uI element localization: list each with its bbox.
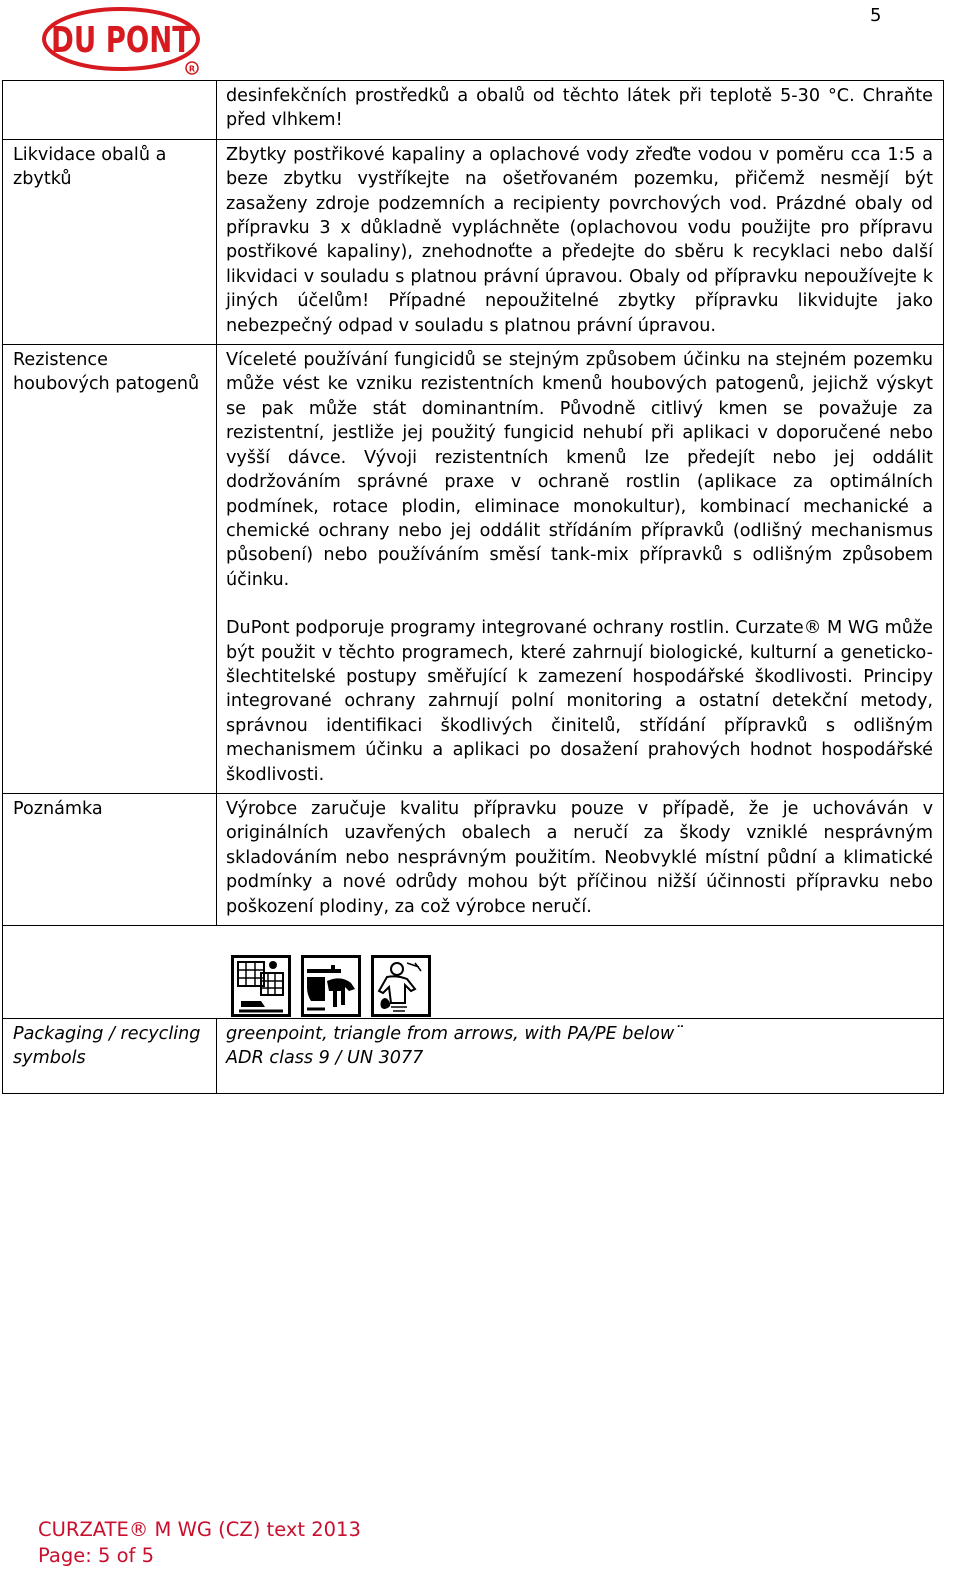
page-number: 5 bbox=[870, 5, 882, 26]
row-label-empty bbox=[3, 81, 217, 140]
disposal-label: Likvidace obalů a zbytků bbox=[3, 139, 217, 344]
disposal-text: Zbytky postřikové kapaliny a oplachové vody zřeďte vodou v poměru cca 1:5 a beze zbytku vystříkejte na ošetřovaném pozemku, přičemž nesmějí být zasaženy zdroje podzemních a recipienty povrchových vod. Prázdné obaly od přípravku 3 x důkladně vypláchněte (oplachovou vodu použijte pro přípravu postřikové kapaliny), znehodnoťte a předejte do sběru k recyklaci nebo další likvidaci v souladu s platnou právní úpravou. Obaly od přípravku nepoužívejte k jiných účelům! Případné nepoužitelné zbytky přípravku likvidujte jako nebezpečný odpad v souladu s platnou právní úpravou. bbox=[217, 139, 944, 344]
packaging-line-2: ADR class 9 / UN 3077 bbox=[226, 1048, 424, 1069]
table-row bbox=[3, 345, 944, 794]
table-row bbox=[3, 139, 944, 344]
safety-symbols-row bbox=[3, 926, 944, 1019]
packaging-label: Packaging / recycling symbols bbox=[3, 1019, 217, 1094]
note-text: Výrobce zaručuje kvalitu přípravku pouze v případě, že je uchováván v originálních uzavřených obalech a neručí za škody vzniklé nesprávným skladováním nebo nesprávným použitím. Neobvyklé místní půdní a klimatické podmínky a nové odrůdy mohou být příčinou nižší účinnosti přípravku nebo poškození plodiny, za což výrobce neručí. bbox=[217, 793, 944, 925]
table-row bbox=[3, 793, 944, 925]
wear-protective-clothing-icon bbox=[371, 955, 431, 1017]
table-row bbox=[3, 81, 944, 140]
svg-text:R: R bbox=[188, 64, 196, 74]
storage-text: desinfekčních prostředků a obalů od těchto látek při teplotě 5-30 °C. Chraňte před vlhkem! bbox=[217, 81, 944, 140]
packaging-content bbox=[217, 1019, 944, 1094]
dupont-logo bbox=[42, 6, 204, 76]
table-row bbox=[3, 926, 944, 1019]
packaging-line-1: greenpoint, triangle from arrows, with PA/PE below¨ bbox=[226, 1024, 684, 1044]
footer-product-line: CURZATE® M WG (CZ) text 2013 bbox=[38, 1518, 361, 1541]
note-label: Poznámka bbox=[3, 793, 217, 925]
logo-text: DU PONT bbox=[51, 20, 192, 61]
resistance-content bbox=[217, 345, 944, 794]
resistance-label: Rezistence houbových patogenů bbox=[3, 345, 217, 794]
label-table bbox=[2, 80, 944, 1094]
footer bbox=[38, 1517, 361, 1569]
footer-page-line: Page: 5 of 5 bbox=[38, 1544, 154, 1567]
resistance-paragraph-2: DuPont podporuje programy integrované ochrany rostlin. Curzate® M WG může být použit v těchto programech, které zahrnují biologické, kulturní a geneticko-šlechtitelské postupy směřující k zamezení hospodářské škodlivosti. Principy integrované ochrany zahrnují polní monitoring a ostatní detekční metody, správnou identifikaci škodlivých činitelů, střídání přípravků s odlišným mechanismem účinku a aplikaci po dosažení prahových hodnot hospodářské škodlivosti. bbox=[226, 618, 933, 785]
table-row bbox=[3, 1019, 944, 1094]
keep-away-from-children-icon bbox=[231, 955, 291, 1017]
resistance-paragraph-1: Víceleté používání fungicidů se stejným způsobem účinku na stejném pozemku může vést ke vzniku rezistentních kmenů houbových patogenů, jejichž výskyt se pak může stát dominantním. Původně citlivý kmen se považuje za rezistentní, jestliže jej použitý fungicid nehubí při aplikaci v doporučené nebo vyšší dávce. Vývoji rezistentních kmenů lze předejít nebo jej oddálit dodržováním správné praxe v ochraně rostlin (aplikace za optimálních podmínek, rotace plodin, eliminace monokultur), kombinací mechanické a chemické ochrany nebo jej oddálit střídáním přípravků (odlišný mechanismus působení) nebo používáním směsí tank-mix přípravků s odlišným způsobem účinku. bbox=[226, 350, 933, 590]
wear-gloves-icon bbox=[301, 955, 361, 1017]
